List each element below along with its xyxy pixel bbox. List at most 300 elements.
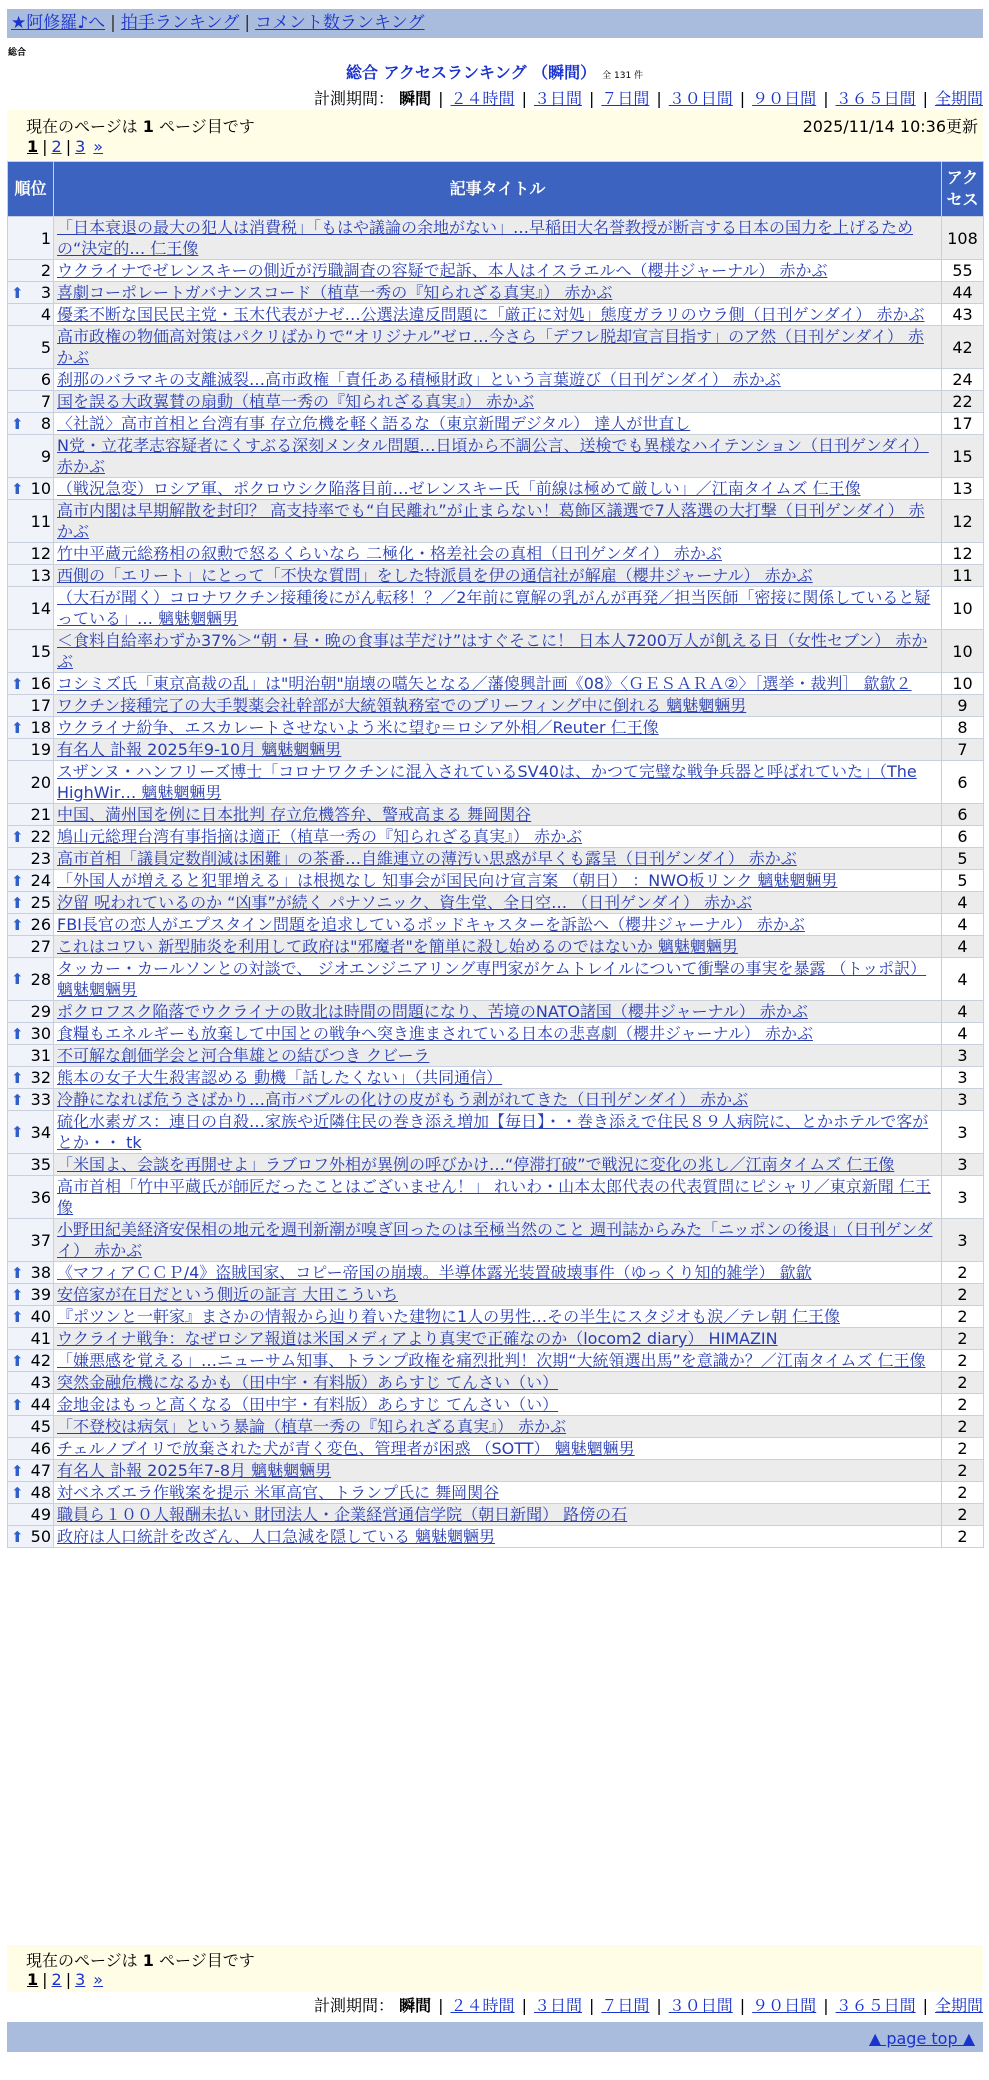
rank-cell (8, 1328, 54, 1350)
table-row (8, 1526, 984, 1548)
title-cell (54, 1526, 942, 1548)
table-row (8, 1460, 984, 1482)
up-arrow-icon: ⬆ (11, 871, 24, 890)
access-count: 43 (942, 304, 984, 326)
rank-number: 30 (30, 1024, 51, 1043)
title-cell (54, 543, 942, 565)
ranking-table (7, 161, 984, 1548)
access-count: 3 (942, 1219, 984, 1262)
article-link[interactable]: ＜食料自給率わずか37%＞“朝・昼・晩の食事は芋だけ”はすぐそこに！ 日本人7200万人が飢える日（女性セブン） 赤かぶ (57, 631, 928, 671)
access-count: 4 (942, 1023, 984, 1045)
rank-cell (8, 1001, 54, 1023)
up-arrow-icon: ⬆ (11, 1068, 24, 1087)
period-selector-top: 計測期間： 瞬間 | ２４時間 | ３日間 | ７日間 | ３０日間 | ９０日間 | ３６５日間 | 全期間 (314, 89, 983, 108)
rank-cell (8, 1045, 54, 1067)
title-cell (54, 478, 942, 500)
nav-link-clap-ranking[interactable]: 拍手ランキング (120, 13, 240, 33)
access-count: 108 (942, 217, 984, 260)
updated-timestamp: 2025/11/14 10:36更新 (802, 117, 978, 136)
article-link[interactable]: 政府は人口統計を改ざん、人口急減を隠している 魑魅魍魎男 (57, 1527, 496, 1546)
table-row (8, 260, 984, 282)
rank-number: 46 (30, 1439, 51, 1458)
rank-cell (8, 1023, 54, 1045)
up-arrow-icon: ⬆ (11, 1307, 24, 1326)
up-arrow-icon: ⬆ (11, 1263, 24, 1282)
title-cell (54, 1350, 942, 1372)
table-row (8, 1306, 984, 1328)
rank-cell (8, 565, 54, 587)
article-link[interactable]: スザンヌ・ハンフリーズ博士「コロナワクチンに混入されているSV40は、かつて完璧な戦争兵器と呼ばれていた」（The HighWir… 魑魅魍魎男 (57, 762, 917, 802)
table-row (8, 673, 984, 695)
article-link[interactable]: 「不登校は病気」という暴論（植草一秀の『知られざる真実』） 赤かぶ (57, 1417, 567, 1436)
title-cell (54, 1067, 942, 1089)
article-link[interactable]: 職員ら１００人報酬未払い 財団法人・企業経営通信学院（朝日新聞） 路傍の石 (57, 1505, 628, 1524)
period-option-90d[interactable]: ９０日間 (752, 89, 817, 108)
rank-cell (8, 1067, 54, 1089)
title-cell (54, 435, 942, 478)
title-cell (54, 1154, 942, 1176)
rank-cell (8, 1262, 54, 1284)
table-row (8, 282, 984, 304)
pager-link-2-bottom[interactable]: 2 (51, 1970, 62, 1989)
article-link[interactable]: コシミズ氏「東京高裁の乱」は"明治朝"崩壊の嚆矢となる／藩傻興計画《08》〈ＧＥＳＡＲＡ②〉［選挙・裁判］ 歙歙２ (57, 674, 912, 693)
title-cell (54, 804, 942, 826)
title-cell (54, 1394, 942, 1416)
title-cell (54, 1504, 942, 1526)
title-cell (54, 936, 942, 958)
access-count: 5 (942, 848, 984, 870)
rank-cell (8, 673, 54, 695)
rank-number: 48 (30, 1483, 51, 1502)
page-info-top (7, 110, 983, 160)
title-cell (54, 1111, 942, 1154)
period-option-24h-bottom[interactable]: ２４時間 (450, 1996, 515, 2015)
article-link[interactable]: 〈社説〉高市首相と台湾有事 存立危機を軽く語るな（東京新聞デジタル） 達人が世直し (57, 414, 691, 433)
rank-number: 13 (30, 566, 51, 585)
rank-cell (8, 1154, 54, 1176)
pager-link-3-bottom[interactable]: 3 (75, 1970, 86, 1989)
title-cell (54, 1176, 942, 1219)
article-link[interactable]: （戦況急変）ロシア軍、ポクロウシク陥落目前…ゼレンスキー氏「前線は極めて厳しい」／江南タイムズ 仁王像 (57, 479, 861, 498)
page-title (0, 60, 989, 83)
access-count: 2 (942, 1504, 984, 1526)
table-row (8, 826, 984, 848)
page-top-link[interactable]: ▲ page top ▲ (868, 2029, 975, 2048)
title-cell (54, 500, 942, 543)
article-link[interactable]: 硫化水素ガス：連日の自殺…家族や近隣住民の巻き添え増加【毎日】・・巻き添えで住民８９人病院に、とかホテルで客がとか・・ tk (57, 1112, 929, 1152)
table-row (8, 1328, 984, 1350)
table-row (8, 936, 984, 958)
table-row (8, 1482, 984, 1504)
article-link[interactable]: 有名人 訃報 2025年7-8月 魑魅魍魎男 (57, 1461, 332, 1480)
period-option-7d-bottom[interactable]: ７日間 (601, 1996, 650, 2015)
title-cell (54, 892, 942, 914)
article-link[interactable]: N党・立花孝志容疑者にくすぶる深刻メンタル問題…日頃から不調公言、送検でも異様なハイテンション（日刊ゲンダイ） 赤かぶ (57, 436, 929, 476)
title-cell (54, 1045, 942, 1067)
access-count: 15 (942, 435, 984, 478)
access-count: 2 (942, 1460, 984, 1482)
up-arrow-icon: ⬆ (11, 1285, 24, 1304)
article-link[interactable]: 冷静になれば危うさばかり…高市バブルの化けの皮がもう剥がれてきた（日刊ゲンダイ） 赤かぶ (57, 1090, 749, 1109)
rank-cell (8, 870, 54, 892)
rank-number: 16 (30, 674, 51, 693)
pager-link-2[interactable]: 2 (51, 137, 62, 156)
rank-number: 6 (40, 370, 51, 389)
table-row (8, 413, 984, 435)
article-link[interactable]: 優柔不断な国民民主党・玉木代表がナゼ…公選法違反問題に「厳正に対処」態度ガラリのウラ側（日刊ゲンダイ） 赤かぶ (57, 305, 925, 324)
up-arrow-icon: ⬆ (11, 1483, 24, 1502)
access-count: 4 (942, 958, 984, 1001)
rank-cell (8, 543, 54, 565)
title-cell (54, 1284, 942, 1306)
up-arrow-icon: ⬆ (11, 970, 24, 988)
rank-number: 29 (30, 1002, 51, 1021)
rank-number: 33 (30, 1090, 51, 1109)
rank-number: 3 (40, 283, 51, 302)
rank-cell (8, 413, 54, 435)
rank-number: 27 (30, 937, 51, 956)
access-count: 9 (942, 695, 984, 717)
table-row (8, 217, 984, 260)
access-count: 10 (942, 673, 984, 695)
period-option-all[interactable]: 全期間 (934, 89, 983, 108)
rank-number: 17 (30, 696, 51, 715)
table-row (8, 1372, 984, 1394)
rank-cell (8, 217, 54, 260)
period-option-30d-bottom[interactable]: ３０日間 (668, 1996, 733, 2015)
article-link[interactable]: 汐留 呪われているのか “凶事”が続く パナソニック、資生堂、全日空… （日刊ゲンダイ） 赤かぶ (57, 893, 752, 912)
nav-link-asyura[interactable]: ★阿修羅♪へ (11, 13, 106, 33)
pager-next[interactable]: » (93, 137, 104, 156)
article-link[interactable]: 「日本衰退の最大の犯人は消費税」「もはや議論の余地がない」…早稲田大名誉教授が断言する日本の国力を上げるための“決定的… 仁王像 (57, 218, 914, 258)
article-link[interactable]: 小野田紀美経済安保相の地元を週刊新潮が嗅ぎ回ったのは至極当然のこと 週刊誌からみた「ニッポンの後退」（日刊ゲンダイ） 赤かぶ (57, 1220, 933, 1260)
total-count: 全 131 件 (602, 71, 644, 81)
table-row (8, 870, 984, 892)
period-option-24h[interactable]: ２４時間 (450, 89, 515, 108)
article-link[interactable]: ウクライナ紛争、エスカレートさせないよう米に望む＝ロシア外相／Reuter 仁王像 (57, 718, 659, 737)
rank-number: 24 (30, 871, 51, 890)
article-link[interactable]: 高市首相「議員定数削減は困難」の茶番…自維連立の薄汚い思惑が早くも露呈（日刊ゲンダイ） 赤かぶ (57, 849, 797, 868)
access-count: 2 (942, 1262, 984, 1284)
rank-number: 18 (30, 718, 51, 737)
rank-cell (8, 1372, 54, 1394)
article-link[interactable]: ウクライナ戦争：なぜロシア報道は米国メディアより真実で正確なのか（locom2 diary） HIMAZIN (57, 1329, 778, 1348)
rank-cell (8, 1350, 54, 1372)
access-count: 17 (942, 413, 984, 435)
table-row (8, 630, 984, 673)
table-row (8, 914, 984, 936)
rank-number: 21 (30, 805, 51, 824)
table-row (8, 1067, 984, 1089)
rank-number: 11 (30, 511, 51, 531)
table-row (8, 478, 984, 500)
title-cell (54, 304, 942, 326)
rank-cell (8, 282, 54, 304)
rank-cell (8, 1219, 54, 1262)
period-option-365d-bottom[interactable]: ３６５日間 (835, 1996, 916, 2015)
rank-number: 15 (30, 641, 51, 661)
table-row (8, 848, 984, 870)
page-top-link-wrap (869, 2029, 975, 2048)
table-row (8, 304, 984, 326)
access-count: 3 (942, 1154, 984, 1176)
table-row (8, 1045, 984, 1067)
article-link[interactable]: 有名人 訃報 2025年9-10月 魑魅魍魎男 (57, 740, 342, 759)
article-link[interactable]: ウクライナでゼレンスキーの側近が汚職調査の容疑で起訴、本人はイスラエルへ（櫻井ジャーナル） 赤かぶ (57, 261, 828, 280)
table-row (8, 500, 984, 543)
title-cell (54, 739, 942, 761)
rank-cell (8, 260, 54, 282)
table-row (8, 326, 984, 369)
table-row (8, 565, 984, 587)
access-count: 2 (942, 1416, 984, 1438)
article-link[interactable]: ポクロフスク陥落でウクライナの敗北は時間の問題になり、苦境のNATO諸国（櫻井ジャーナル） 赤かぶ (57, 1002, 808, 1021)
table-row (8, 1394, 984, 1416)
access-count: 3 (942, 1089, 984, 1111)
table-row (8, 543, 984, 565)
rank-cell (8, 1089, 54, 1111)
rank-cell (8, 1438, 54, 1460)
article-link[interactable]: 食糧もエネルギーも放棄して中国との戦争へ突き進まされている日本の悲喜劇（櫻井ジャーナル） 赤かぶ (57, 1024, 813, 1043)
access-count: 3 (942, 1111, 984, 1154)
title-cell (54, 695, 942, 717)
title-cell (54, 1482, 942, 1504)
article-link[interactable]: 喜劇コーポレートガバナンスコード（植草一秀の『知られざる真実』） 赤かぶ (57, 283, 613, 302)
up-arrow-icon: ⬆ (11, 1123, 24, 1141)
access-count: 2 (942, 1284, 984, 1306)
title-cell (54, 1416, 942, 1438)
period-current-bottom: 瞬間 (399, 1996, 432, 2015)
rank-cell (8, 391, 54, 413)
footer-bar (7, 2022, 983, 2052)
article-link[interactable]: 鳩山元総理台湾有事指摘は適正（植草一秀の『知られざる真実』） 赤かぶ (57, 827, 583, 846)
rank-cell (8, 1504, 54, 1526)
rank-number: 38 (30, 1263, 51, 1282)
table-row (8, 587, 984, 630)
period-option-all-bottom[interactable]: 全期間 (934, 1996, 983, 2015)
article-link[interactable]: 金地金はもっと高くなる（田中宇・有料版）あらすじ てんさい（い） (57, 1395, 559, 1414)
up-arrow-icon: ⬆ (11, 1461, 24, 1480)
rank-cell (8, 914, 54, 936)
pager-link-3[interactable]: 3 (75, 137, 86, 156)
article-link[interactable]: 高市政権の物価高対策はパクリばかりで“オリジナル”ゼロ…今さら「デフレ脱却宣言目指す」のア然（日刊ゲンダイ） 赤かぶ (57, 327, 924, 367)
ranking-table-body (8, 217, 984, 1548)
article-link[interactable]: 「嫌悪感を覚える」…ニューサム知事、トランプ政権を痛烈批判！次期“大統領選出馬”を意識か？／江南タイムズ 仁王像 (57, 1351, 926, 1370)
article-link[interactable]: ワクチン接種完了の大手製薬会社幹部が大統領執務室でのブリーフィング中に倒れる 魑魅魍魎男 (57, 696, 747, 715)
article-link[interactable]: 「外国人が増えると犯罪増える」は根拠なし 知事会が国民向け宣言案 （朝日） ：NWO板リンク 魑魅魍魎男 (57, 871, 838, 890)
access-count: 4 (942, 1001, 984, 1023)
page-status-bottom: 現在のページは 1 ページ目です (26, 1951, 255, 1970)
title-cell (54, 870, 942, 892)
access-count: 6 (942, 761, 984, 804)
up-arrow-icon: ⬆ (11, 1090, 24, 1109)
article-link[interactable]: 不可解な創価学会と河合隼雄との結びつき クビーラ (57, 1046, 430, 1065)
article-link[interactable]: 高市首相「竹中平蔵氏が師匠だったことはございません！」 れいわ・山本太郎代表の代表質問にピシャリ／東京新聞 仁王像 (57, 1177, 931, 1217)
rank-cell (8, 695, 54, 717)
rank-number: 32 (30, 1068, 51, 1087)
article-link[interactable]: これはコワい 新型肺炎を利用して政府は"邪魔者"を簡単に殺し始めるのではないか 魑魅魍魎男 (57, 937, 738, 956)
table-row (8, 369, 984, 391)
rank-number: 20 (30, 772, 51, 792)
table-row (8, 1111, 984, 1154)
rank-cell (8, 435, 54, 478)
rank-number: 23 (30, 849, 51, 868)
article-link[interactable]: 突然金融危機になるかも（田中宇・有料版）あらすじ てんさい（い） (57, 1373, 559, 1392)
access-count: 2 (942, 1306, 984, 1328)
page-status: 現在のページは 1 ページ目です (26, 117, 255, 136)
title-cell (54, 369, 942, 391)
access-count: 2 (942, 1482, 984, 1504)
rank-cell (8, 958, 54, 1001)
title-cell (54, 1372, 942, 1394)
rank-number: 35 (30, 1155, 51, 1174)
title-cell (54, 958, 942, 1001)
header-title: 記事タイトル (54, 162, 942, 217)
access-count: 11 (942, 565, 984, 587)
period-option-3d-bottom[interactable]: ３日間 (533, 1996, 582, 2015)
title-cell (54, 1328, 942, 1350)
rank-cell (8, 826, 54, 848)
period-option-90d-bottom[interactable]: ９０日間 (752, 1996, 817, 2015)
period-option-3d[interactable]: ３日間 (533, 89, 582, 108)
article-link[interactable]: 中国、満州国を例に日本批判 存立危機答弁、警戒高まる 舞岡関谷 (57, 805, 532, 824)
article-link[interactable]: 《マフィアＣＣＰ/4》盗賊国家、コピー帝国の崩壊。半導体露光装置破壊事件（ゆっくり知的雑学） 歙歙 (57, 1263, 812, 1282)
rank-number: 43 (30, 1373, 51, 1392)
article-link[interactable]: チェルノブイリで放棄された犬が青く変色、管理者が困惑 （SOTT） 魑魅魍魎男 (57, 1439, 635, 1458)
table-row (8, 1154, 984, 1176)
rank-number: 36 (30, 1187, 51, 1207)
rank-cell (8, 500, 54, 543)
rank-cell (8, 717, 54, 739)
access-count: 3 (942, 1176, 984, 1219)
title-cell (54, 1089, 942, 1111)
table-row (8, 761, 984, 804)
title-cell (54, 1001, 942, 1023)
access-count: 42 (942, 326, 984, 369)
table-row (8, 1504, 984, 1526)
page-title-text: 総合 アクセスランキング （瞬間） (345, 63, 597, 82)
rank-cell (8, 1394, 54, 1416)
article-link[interactable]: 『ポツンと一軒家』まさかの情報から辿り着いた建物に1人の男性…その半生にスタジオも涙／テレ朝 仁王像 (57, 1307, 840, 1326)
article-link[interactable]: 高市内閣は早期解散を封印？ 高支持率でも“自民離れ”が止まらない！葛飾区議選で7人落選の大打撃（日刊ゲンダイ） 赤かぶ (57, 501, 925, 541)
rank-cell (8, 1460, 54, 1482)
article-link[interactable]: 西側の「エリート」にとって「不快な質問」をした特派員を伊の通信社が解雇（櫻井ジャーナル） 赤かぶ (57, 566, 813, 585)
access-count: 7 (942, 739, 984, 761)
rank-cell (8, 1306, 54, 1328)
pager-next-bottom[interactable]: » (93, 1970, 104, 1989)
table-row (8, 435, 984, 478)
rank-number: 28 (30, 969, 51, 989)
up-arrow-icon: ⬆ (11, 1024, 24, 1043)
up-arrow-icon: ⬆ (11, 1527, 24, 1546)
title-cell (54, 673, 942, 695)
rank-number: 8 (40, 414, 51, 433)
rank-cell (8, 304, 54, 326)
rank-number: 22 (30, 827, 51, 846)
top-nav-bar: ★阿修羅♪へ | 拍手ランキング | コメント数ランキング (7, 9, 983, 38)
rank-cell (8, 1284, 54, 1306)
table-row (8, 1438, 984, 1460)
title-cell (54, 1219, 942, 1262)
article-link[interactable]: 熊本の女子大生殺害認める 動機「話したくない」（共同通信） (57, 1068, 503, 1087)
table-row (8, 739, 984, 761)
period-option-7d[interactable]: ７日間 (601, 89, 650, 108)
article-link[interactable]: 刹那のバラマキの支離滅裂…高市政権「責任ある積極財政」という言葉遊び（日刊ゲンダイ） 赤かぶ (57, 370, 781, 389)
rank-cell (8, 804, 54, 826)
article-link[interactable]: 竹中平蔵元総務相の叙勲で怒るくらいなら 二極化・格差社会の真相（日刊ゲンダイ） 赤かぶ (57, 544, 722, 563)
article-link[interactable]: FBI長官の恋人がエプスタイン問題を追求しているポッドキャスターを訴訟へ（櫻井ジャーナル） 赤かぶ (57, 915, 805, 934)
table-row (8, 1416, 984, 1438)
title-cell (54, 1262, 942, 1284)
rank-cell (8, 1111, 54, 1154)
article-link[interactable]: 安倍家が在日だという側近の証言 大田こういち (57, 1285, 399, 1304)
access-count: 2 (942, 1328, 984, 1350)
up-arrow-icon: ⬆ (11, 414, 24, 433)
title-cell (54, 565, 942, 587)
period-current: 瞬間 (399, 89, 432, 108)
rank-number: 26 (30, 915, 51, 934)
rank-number: 42 (30, 1351, 51, 1370)
title-cell (54, 391, 942, 413)
access-count: 10 (942, 630, 984, 673)
rank-number: 40 (30, 1307, 51, 1326)
article-link[interactable]: （大石が聞く）コロナワクチン接種後にがん転移！？／2年前に寛解の乳がんが再発／担当医師「密接に関係していると疑っている」… 魑魅魍魎男 (57, 588, 931, 628)
table-row (8, 1284, 984, 1306)
nav-link-comment-ranking[interactable]: コメント数ランキング (255, 13, 425, 33)
access-count: 4 (942, 892, 984, 914)
period-selector-bottom: 計測期間： 瞬間 | ２４時間 | ３日間 | ７日間 | ３０日間 | ９０日間 | ３６５日間 | 全期間 (314, 1996, 983, 2015)
rank-number: 12 (30, 544, 51, 563)
article-link[interactable]: 「米国よ、会談を再開せよ」ラブロフ外相が異例の呼びかけ…“停滞打破”で戦況に変化の兆し／江南タイムズ 仁王像 (57, 1155, 895, 1174)
rank-cell (8, 1526, 54, 1548)
table-row (8, 1023, 984, 1045)
table-row (8, 695, 984, 717)
access-count: 55 (942, 260, 984, 282)
rank-cell (8, 369, 54, 391)
title-cell (54, 761, 942, 804)
article-link[interactable]: 国を誤る大政翼賛の扇動（植草一秀の『知られざる真実』） 赤かぶ (57, 392, 535, 411)
rank-number: 5 (40, 337, 51, 357)
access-count: 5 (942, 870, 984, 892)
access-count: 4 (942, 936, 984, 958)
title-cell (54, 1306, 942, 1328)
rank-number: 4 (40, 305, 51, 324)
rank-number: 44 (30, 1395, 51, 1414)
rank-number: 1 (40, 228, 51, 248)
title-cell (54, 282, 942, 304)
rank-number: 41 (30, 1329, 51, 1348)
rank-number: 25 (30, 893, 51, 912)
up-arrow-icon: ⬆ (11, 283, 24, 302)
period-option-30d[interactable]: ３０日間 (668, 89, 733, 108)
period-label: 計測期間： (314, 89, 395, 108)
article-link[interactable]: タッカー・カールソンとの対談で、 ジオエンジニアリング専門家がケムトレイルについて衝撃の事実を暴露 （トッポ訳） 魑魅魍魎男 (57, 959, 927, 999)
rank-cell (8, 1176, 54, 1219)
rank-number: 39 (30, 1285, 51, 1304)
table-row (8, 1350, 984, 1372)
up-arrow-icon: ⬆ (11, 893, 24, 912)
title-cell (54, 630, 942, 673)
rank-cell (8, 936, 54, 958)
period-option-365d[interactable]: ３６５日間 (835, 89, 916, 108)
table-row (8, 1089, 984, 1111)
access-count: 8 (942, 717, 984, 739)
table-row (8, 717, 984, 739)
title-cell (54, 1438, 942, 1460)
pager-top: 1 | 2 | 3 » (27, 137, 104, 156)
title-cell (54, 717, 942, 739)
article-link[interactable]: 対ベネズエラ作戦案を提示 米軍高官、トランプ氏に 舞岡関谷 (57, 1483, 500, 1502)
